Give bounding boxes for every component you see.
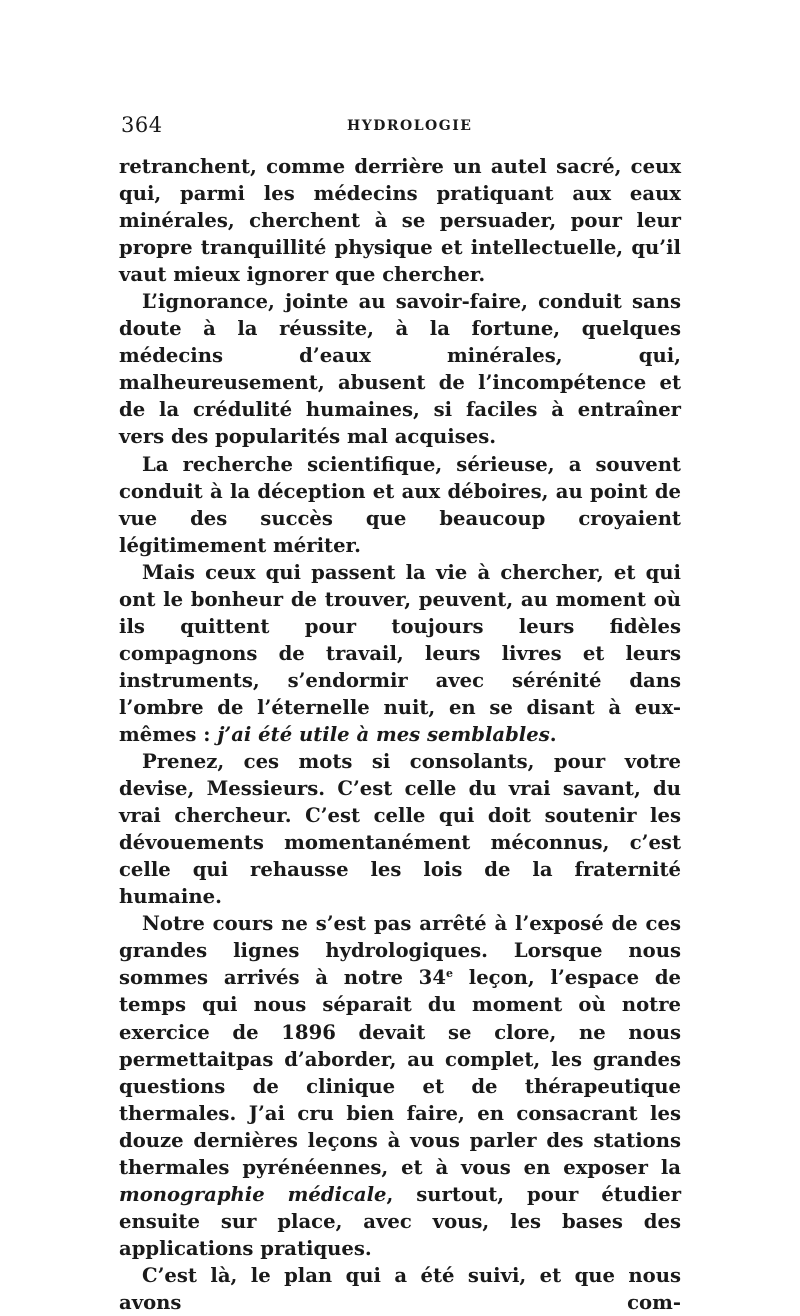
paragraph-1 (119, 153, 681, 288)
paragraph-4-text: Mais ceux qui passent la vie à chercher, et qui ont le bonheur de trouver, peuvent, au moment où ils quittent pour toujours leurs fidèles compagnons de travail, leurs livres et leurs instruments, s’endormir avec sérénité dans l’ombre de l’éternelle nuit, en se disant à eux-mêmes : (119, 560, 681, 746)
paragraph-2-text: L’ignorance, jointe au savoir-faire, conduit sans doute à la réussite, à la fortune, quelques médecins d’eaux minérales, qui, malheureusement, abusent de l’incompétence et de la crédulité humaines, si faciles à entraîner vers des popularités mal acquises. (119, 290, 681, 449)
paragraph-3-text: La recherche scientifique, sérieuse, a souvent conduit à la déception et aux déboires, au point de vue des succès que beaucoup croyaient légitimement mériter. (119, 452, 681, 557)
paragraph-4 (119, 559, 681, 748)
running-title: HYDROLOGIE (347, 118, 473, 134)
paragraph-5 (119, 748, 681, 910)
paragraph-6 (119, 910, 681, 1262)
paragraph-1-text: retranchent, comme derrière un autel sacré, ceux qui, parmi les médecins pratiquant aux eaux minérales, cherchent à se persuader, pour leur propre tranquillité physique et intellectuelle, qu’il vaut mieux ignorer que chercher. (119, 155, 681, 287)
paragraph-6-text: Notre cours ne s’est pas arrêté à l’exposé de ces grandes lignes hydrologiques. Lorsque nous sommes arrivés à notre 34 (119, 912, 681, 990)
running-head (121, 113, 681, 141)
paragraph-7 (119, 1262, 681, 1316)
paragraph-4-italic-quote: j’ai été utile à mes semblables (217, 722, 550, 746)
paragraph-7-text: C’est là, le plan qui a été suivi, et que nous avons com- (119, 1263, 681, 1314)
ordinal-superscript: e (445, 967, 453, 981)
paragraph-5-text: Prenez, ces mots si consolants, pour votre devise, Messieurs. C’est celle du vrai savant, du vrai chercheur. C’est celle qui doit soutenir les dévouements momentanément méconnus, c’est celle qui rehausse les lois de la fraternité humaine. (119, 750, 681, 909)
paragraph-2 (119, 288, 681, 450)
paragraph-6-text-middle: leçon, l’espace de temps qui nous séparait du moment où notre exercice de 1896 devait se clore, ne nous permettaitpas d’aborder, au complet, les grandes questions de clinique et de thérapeutique thermales. J’ai cru bien faire, en consacrant les douze dernières leçons à vous parler des stations thermales pyrénéennes, et à vous en exposer la (119, 966, 681, 1179)
paragraph-6-text-end: , surtout, pour étudier ensuite sur place, avec vous, les bases des applications pratiques. (119, 1182, 682, 1260)
paragraph-6-italic-term: monographie médicale (119, 1182, 387, 1206)
body-text (119, 153, 681, 1316)
page-number: 364 (121, 113, 163, 137)
paragraph-3 (119, 451, 681, 559)
paragraph-4-text-end: . (549, 722, 557, 746)
